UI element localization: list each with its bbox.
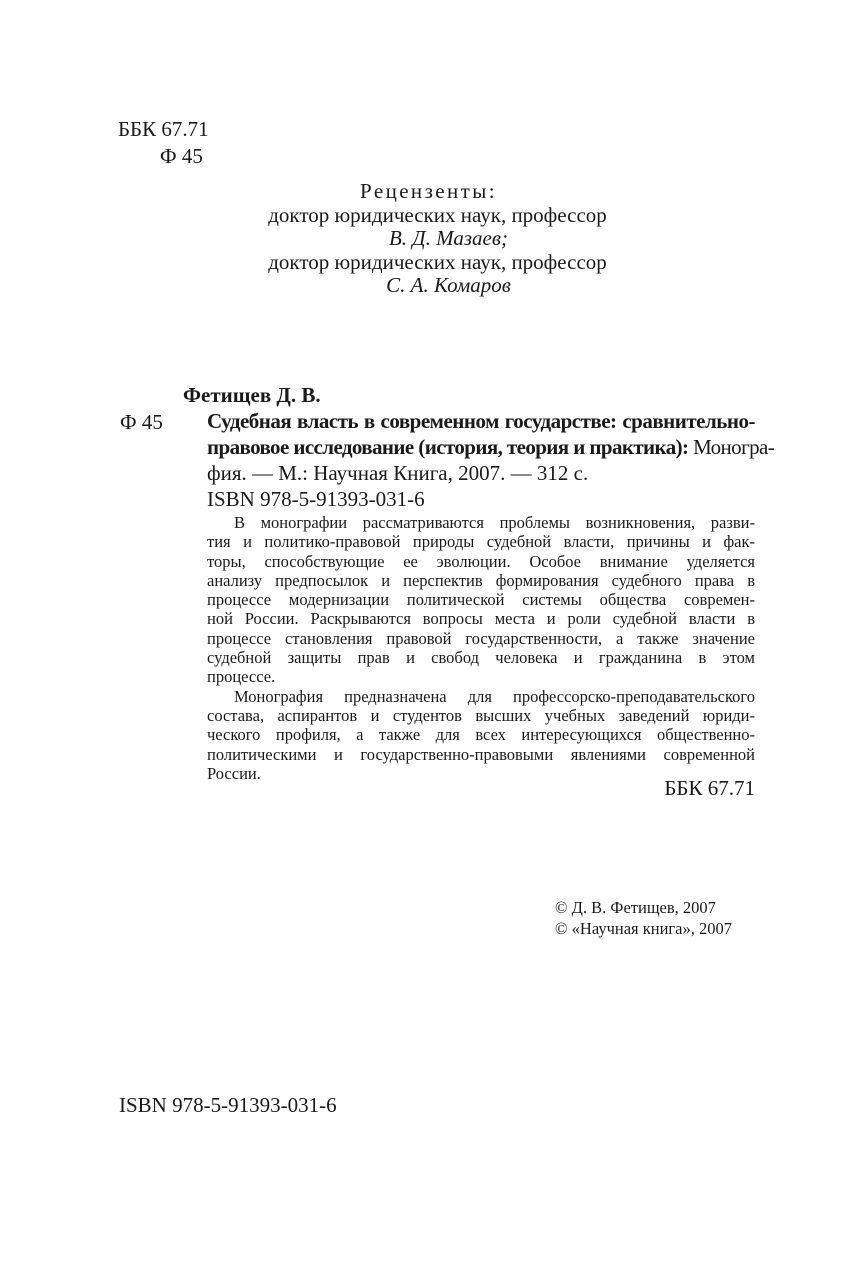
reviewer-2-name: С. А. Комаров — [386, 273, 511, 297]
annotation-line: ной России. Раскрываются вопросы места и роли судебной власти в — [207, 609, 755, 629]
author-name: Фетищев Д. В. — [183, 383, 321, 407]
author-index-main: Ф 45 — [120, 410, 163, 434]
copyright-author: © Д. В. Фетищев, 2007 — [555, 898, 716, 917]
publication-info: фия. — М.: Научная Книга, 2007. — 312 с. — [207, 461, 589, 485]
isbn-inline: ISBN 978-5-91393-031-6 — [207, 487, 425, 511]
annotation-line: анализу предпосылок и перспектив формирования судебного права в — [207, 570, 755, 590]
copyright-block — [555, 897, 732, 939]
title-part-2: правовое исследование (история, теория и практика): — [207, 435, 689, 459]
annotation-line: торы, способствующие ее эволюции. Особое внимание уделяется — [207, 551, 755, 571]
title-line-2 — [207, 434, 775, 460]
annotation-line: России. — [207, 763, 261, 783]
title-line-1 — [207, 408, 755, 434]
bibliographic-title — [207, 408, 775, 486]
annotation-line: политическими и государственно-правовыми явлениями современной — [207, 744, 755, 764]
title-part-1: Судебная власть в современном государстве: сравнительно- — [207, 409, 755, 433]
publication-type: Моногра- — [688, 435, 775, 459]
isbn-bottom: ISBN 978-5-91393-031-6 — [119, 1093, 337, 1117]
annotation-line: Монография предназначена для профессорско-преподавательского — [234, 686, 755, 706]
reviewers-block — [0, 180, 857, 298]
annotation-line: ческого профиля, а также для всех интересующихся общественно- — [207, 725, 755, 745]
author-index-top: Ф 45 — [160, 144, 203, 168]
annotation — [207, 513, 755, 783]
annotation-line: судебной защиты прав и свобод человека и гражданина в этом — [207, 648, 755, 668]
bbk-code-top: ББК 67.71 — [118, 117, 209, 141]
annotation-line: В монографии рассматриваются проблемы возникновения, разви- — [234, 513, 755, 532]
annotation-line: процессе модернизации политической системы общества современ- — [207, 590, 755, 610]
reviewer-1-title: доктор юридических наук, профессор — [268, 202, 607, 227]
reviewers-heading: Рецензенты: — [360, 179, 497, 203]
reviewer-1-name: В. Д. Мазаев; — [388, 226, 508, 250]
copyright-publisher: © «Научная книга», 2007 — [555, 919, 732, 938]
reviewer-2-title: доктор юридических наук, профессор — [268, 249, 607, 274]
annotation-line: тия и политико-правовой природы судебной власти, причины и фак- — [207, 532, 755, 552]
annotation-line: процессе становления правовой государственности, а также значение — [207, 628, 755, 648]
annotation-line: процессе. — [207, 667, 276, 687]
annotation-line: состава, аспирантов и студентов высших учебных заведений юриди- — [207, 705, 755, 725]
bbk-code-right: ББК 67.71 — [664, 776, 755, 800]
